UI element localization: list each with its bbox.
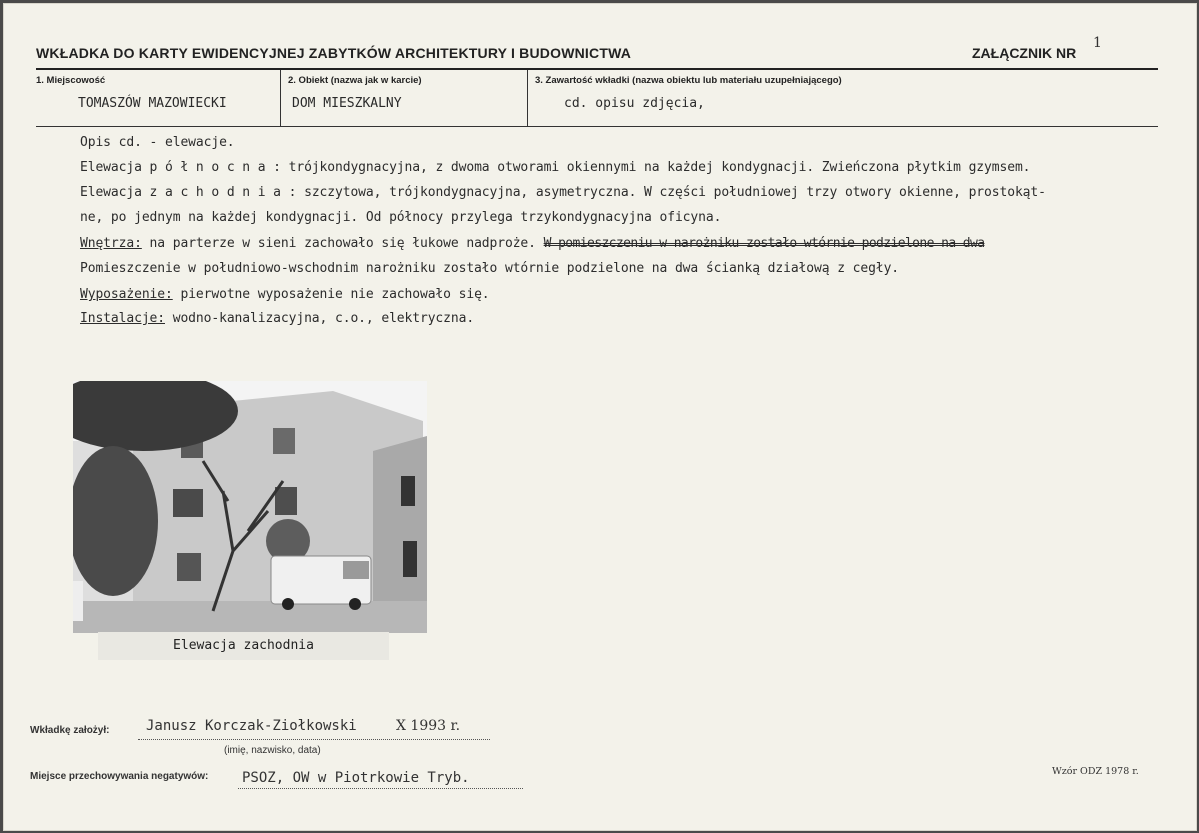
form-title: WKŁADKA DO KARTY EWIDENCYJNEJ ZABYTKÓW ARCHITEKTURY I BUDOWNICTWA [36, 45, 632, 61]
section-label-installations: Instalacje: [80, 311, 165, 326]
building-photo [73, 381, 427, 633]
field-object-label: 2. Obiekt (nazwa jak w karcie) [288, 75, 422, 86]
negatives-location-value: PSOZ, OW w Piotrkowie Tryb. [242, 770, 470, 786]
signature-hint: (imię, nazwisko, data) [224, 745, 321, 756]
body-line-1: Opis cd. - elewacje. [80, 135, 235, 150]
created-date: X 1993 r. [396, 718, 461, 734]
body-line-2: Elewacja p ó ł n o c n a : trójkondygnacyjna, z dwoma otworami okiennymi na każdej kondygnacji. Zwieńczona płytkim gzymsem. [80, 160, 1031, 175]
signature-line [138, 739, 490, 740]
field-locality-label: 1. Miejscowość [36, 75, 106, 86]
created-by-label: Wkładkę założył: [30, 725, 110, 736]
field-content-label: 3. Zawartość wkładki (nazwa obiektu lub materiału uzupełniającego) [535, 75, 842, 86]
body-line-4: ne, po jednym na każdej kondygnacji. Od północy przylega trzykondygnacyjna oficyna. [80, 210, 722, 225]
spaced-term: p ó ł n o c n a [149, 160, 266, 175]
form-template-note: Wzór ODZ 1978 r. [1052, 766, 1139, 777]
body-line-6: Pomieszczenie w południowo-wschodnim narożniku zostało wtórnie podzielone na dwa ścianką działową z cegły. [80, 261, 900, 276]
negatives-location-label: Miejsce przechowywania negatywów: [30, 771, 209, 782]
section-label-furnishing: Wyposażenie: [80, 287, 173, 302]
record-card [3, 3, 1197, 831]
field-object-value: DOM MIESZKALNY [292, 96, 402, 111]
field-locality-value: TOMASZÓW MAZOWIECKI [78, 96, 227, 111]
body-line-5: Wnętrza: na parterze w sieni zachowało się łukowe nadproże. W pomieszczeniu w narożniku zostało wtórnie podzielone na dwa [80, 236, 985, 251]
body-line-7: Wyposażenie: pierwotne wyposażenie nie zachowało się. [80, 287, 490, 302]
fields-rule [36, 126, 1158, 127]
struck-text: W pomieszczeniu w narożniku zostało wtórnie podzielone na dwa [543, 236, 985, 251]
body-line-8: Instalacje: wodno-kanalizacyjna, c.o., elektryczna. [80, 311, 475, 326]
photo-caption: Elewacja zachodnia [98, 632, 389, 660]
photo-drawing [73, 381, 427, 633]
header-rule [36, 68, 1158, 70]
field-content-value: cd. opisu zdjęcia, [564, 96, 705, 111]
section-label-interiors: Wnętrza: [80, 236, 142, 251]
spaced-term: z a c h o d n i a [149, 185, 281, 200]
attachment-number: 1 [1093, 35, 1102, 51]
body-line-3: Elewacja z a c h o d n i a : szczytowa, trójkondygnacyjna, asymetryczna. W części południowej trzy otwory okienne, prostokąt- [80, 185, 1046, 200]
author-name: Janusz Korczak-Ziołkowski [146, 718, 357, 734]
field-divider [527, 70, 528, 126]
field-divider [280, 70, 281, 126]
negatives-line [238, 788, 523, 789]
attachment-label: ZAŁĄCZNIK NR [972, 45, 1077, 61]
